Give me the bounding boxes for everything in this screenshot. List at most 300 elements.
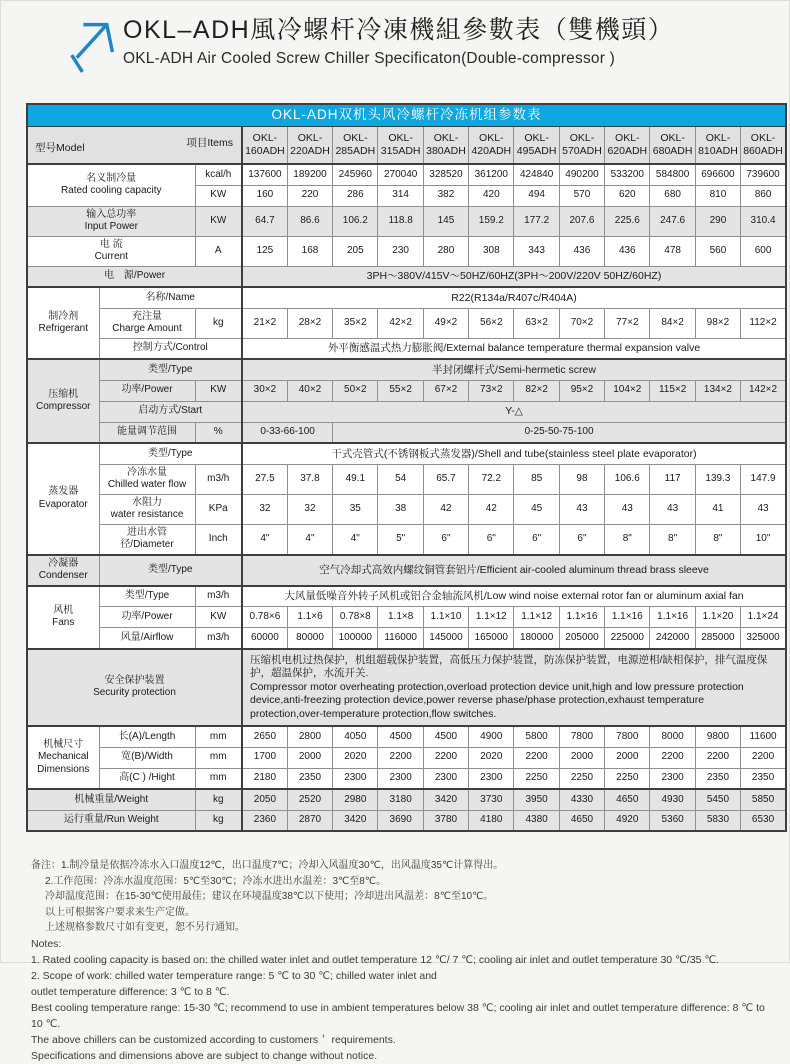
dims-height-cell-10: 2350 <box>695 768 740 789</box>
dims-width-cell-6: 2200 <box>514 747 559 768</box>
evaporator-resistance-cell-4: 42 <box>423 494 468 524</box>
model-col-285ADH: OKL- 285ADH <box>333 126 378 164</box>
compressor-power-cell-4: 67×2 <box>423 380 468 401</box>
dims-width-cell-9: 2200 <box>650 747 695 768</box>
capacity-kw-cell-10: 810 <box>695 185 740 206</box>
evaporator-diameter-cell-8: 8" <box>605 524 650 555</box>
refrigerant-charge-cell-10: 98×2 <box>695 308 740 338</box>
fans-type-group-label: 风机 Fans <box>27 586 99 649</box>
evaporator-resistance-cell-1: 32 <box>287 494 332 524</box>
evaporator-resistance-cell-2: 35 <box>333 494 378 524</box>
capacity-kcal-cell-2: 245960 <box>333 164 378 185</box>
refrigerant-charge-cell-5: 56×2 <box>469 308 514 338</box>
current-cell-7: 436 <box>559 236 604 266</box>
refrigerant-charge-unit: kg <box>195 308 242 338</box>
weight-cell-1: 2520 <box>287 789 332 810</box>
model-col-680ADH: OKL- 680ADH <box>650 126 695 164</box>
refrigerant-charge-cell-8: 77×2 <box>605 308 650 338</box>
row-evaporator-type <box>27 443 786 464</box>
corner-model-label: 型号Model <box>35 142 85 154</box>
fans-airflow-cell-10: 285000 <box>695 628 740 649</box>
dims-length-cell-6: 5800 <box>514 726 559 747</box>
current-unit: A <box>195 236 242 266</box>
evaporator-diameter-cell-3: 5" <box>378 524 423 555</box>
evaporator-diameter-cell-7: 6" <box>559 524 604 555</box>
fans-power-cell-11: 1.1×24 <box>741 607 786 628</box>
row-fans-airflow <box>27 628 786 649</box>
note-en-3: outlet temperature difference: 3 ℃ to 8 ℃. <box>31 985 230 998</box>
capacity-kcal-cell-0: 137600 <box>242 164 287 185</box>
dims-width-cell-5: 2020 <box>469 747 514 768</box>
fans-power-label: 功率/Power <box>99 607 195 628</box>
dims-width-cell-2: 2020 <box>333 747 378 768</box>
fans-airflow-unit: m3/h <box>195 628 242 649</box>
spec-table-wrap <box>26 103 787 832</box>
capacity-kw-unit: KW <box>195 185 242 206</box>
fans-airflow-label: 风量/Airflow <box>99 628 195 649</box>
model-col-220ADH: OKL- 220ADH <box>287 126 332 164</box>
dims-length-cell-9: 8000 <box>650 726 695 747</box>
input-power-cell-3: 118.8 <box>378 206 423 236</box>
row-evaporator-diameter <box>27 524 786 555</box>
compressor-start-label: 启动方式/Start <box>99 401 242 422</box>
compressor-power-cell-5: 73×2 <box>469 380 514 401</box>
capacity-kcal-cell-10: 696600 <box>695 164 740 185</box>
dims-height-cell-11: 2350 <box>741 768 786 789</box>
capacity-kcal-cell-9: 584800 <box>650 164 695 185</box>
capacity-kcal-cell-11: 739600 <box>741 164 786 185</box>
arrow-up-right-logo-icon <box>61 17 117 79</box>
capacity-kw-cell-6: 494 <box>514 185 559 206</box>
row-fans-power <box>27 607 786 628</box>
capacity-kcal-cell-5: 361200 <box>469 164 514 185</box>
dims-length-cell-11: 11600 <box>741 726 786 747</box>
evaporator-diameter-cell-10: 8" <box>695 524 740 555</box>
evaporator-diameter-cell-0: 4" <box>242 524 287 555</box>
note-zh-1: 2.工作范围：冷冻水温度范围：5℃至30℃；冷冻水进出水温差：3℃至8℃。 <box>45 875 387 887</box>
evaporator-flow-cell-1: 37.8 <box>287 464 332 494</box>
evaporator-resistance-cell-10: 41 <box>695 494 740 524</box>
current-label: 电 流 Current <box>27 236 195 266</box>
table-title-bar: OKL-ADH双机头风冷螺杆冷冻机组参数表 <box>27 104 786 126</box>
compressor-energy-cell-0: 0-33-66-100 <box>242 422 333 443</box>
evaporator-flow-cell-3: 54 <box>378 464 423 494</box>
input-power-cell-1: 86.6 <box>287 206 332 236</box>
weight-cell-6: 3950 <box>514 789 559 810</box>
evaporator-resistance-label: 水阻力 water resistance <box>99 494 195 524</box>
fans-airflow-cell-0: 60000 <box>242 628 287 649</box>
run-weight-label: 运行重量/Run Weight <box>27 810 195 831</box>
capacity-kw-cell-11: 860 <box>741 185 786 206</box>
refrigerant-name-group-label: 制冷剂 Refrigerant <box>27 287 99 359</box>
dims-length-group-label: 机械尺寸 Mechanical Dimensions <box>27 726 99 789</box>
note-zh-0: 备注：1.制冷量是依据冷冻水入口温度12℃，出口温度7℃；冷却入风温度30℃，出风温度35℃计算得出。 <box>31 860 504 871</box>
evaporator-flow-cell-0: 27.5 <box>242 464 287 494</box>
row-refrigerant-charge <box>27 308 786 338</box>
input-power-label: 输入总功率 Input Power <box>27 206 195 236</box>
row-capacity-kcal <box>27 164 786 185</box>
fans-airflow-cell-9: 242000 <box>650 628 695 649</box>
dims-height-cell-9: 2300 <box>650 768 695 789</box>
refrigerant-name-value: R22(R134a/R407c/R404A) <box>242 287 786 308</box>
row-compressor-power <box>27 380 786 401</box>
compressor-type-label: 类型/Type <box>99 359 242 380</box>
fans-power-cell-10: 1.1×20 <box>695 607 740 628</box>
note-zh-4: 上述规格参数尺寸如有变更，恕不另行通知。 <box>45 922 245 933</box>
input-power-cell-5: 159.2 <box>469 206 514 236</box>
model-col-810ADH: OKL- 810ADH <box>695 126 740 164</box>
dims-width-label: 宽(B)/Width <box>99 747 195 768</box>
note-zh-2: 冷却温度范围：在15-30℃使用最佳；建议在环境温度38℃以下使用；冷却进出风温差：8℃至10℃。 <box>45 891 494 902</box>
evaporator-type-label: 类型/Type <box>99 443 242 464</box>
input-power-unit: KW <box>195 206 242 236</box>
condenser-type-group-label: 冷凝器 Condenser <box>27 555 99 586</box>
corner-cell <box>27 126 242 164</box>
row-weight <box>27 789 786 810</box>
refrigerant-control-label: 控制方式/Control <box>99 338 242 359</box>
compressor-power-cell-3: 55×2 <box>378 380 423 401</box>
dims-length-cell-5: 4900 <box>469 726 514 747</box>
fans-power-unit: KW <box>195 607 242 628</box>
compressor-power-cell-1: 40×2 <box>287 380 332 401</box>
evaporator-flow-cell-5: 72.2 <box>469 464 514 494</box>
run-weight-cell-5: 4180 <box>469 810 514 831</box>
current-cell-3: 230 <box>378 236 423 266</box>
model-col-570ADH: OKL- 570ADH <box>559 126 604 164</box>
note-en-1: 1. Rated cooling capacity is based on: the chilled water inlet and outlet temperature 12 ℃/ 7 ℃; cooling air inlet and outlet temperature 30 ℃/35 ℃. <box>31 953 720 966</box>
refrigerant-charge-cell-7: 70×2 <box>559 308 604 338</box>
model-header-row <box>27 126 786 164</box>
corner-items-label: 项目Items <box>186 136 233 149</box>
evaporator-resistance-cell-6: 45 <box>514 494 559 524</box>
dims-width-cell-4: 2200 <box>423 747 468 768</box>
row-compressor-energy <box>27 422 786 443</box>
row-refrigerant-name <box>27 287 786 308</box>
dims-width-cell-1: 2000 <box>287 747 332 768</box>
refrigerant-name-label: 名称/Name <box>99 287 242 308</box>
model-col-380ADH: OKL- 380ADH <box>423 126 468 164</box>
current-cell-0: 125 <box>242 236 287 266</box>
refrigerant-charge-cell-11: 112×2 <box>741 308 786 338</box>
weight-cell-5: 3730 <box>469 789 514 810</box>
titles <box>123 13 674 71</box>
power-supply-value: 3PH～380V/415V～50HZ/60HZ(3PH～200V/220V 50HZ/60HZ) <box>242 266 786 287</box>
capacity-kcal-cell-4: 328520 <box>423 164 468 185</box>
capacity-kw-cell-3: 314 <box>378 185 423 206</box>
evaporator-resistance-cell-11: 43 <box>741 494 786 524</box>
row-compressor-start <box>27 401 786 422</box>
current-cell-8: 436 <box>605 236 650 266</box>
compressor-power-label: 功率/Power <box>99 380 195 401</box>
dims-width-cell-3: 2200 <box>378 747 423 768</box>
capacity-kcal-cell-3: 270040 <box>378 164 423 185</box>
evaporator-diameter-cell-11: 10" <box>741 524 786 555</box>
dims-length-label: 长(A)/Length <box>99 726 195 747</box>
row-input-power <box>27 206 786 236</box>
evaporator-diameter-cell-6: 6" <box>514 524 559 555</box>
run-weight-cell-6: 4380 <box>514 810 559 831</box>
dims-height-cell-8: 2250 <box>605 768 650 789</box>
run-weight-cell-11: 6530 <box>741 810 786 831</box>
evaporator-flow-cell-7: 98 <box>559 464 604 494</box>
fans-airflow-cell-1: 80000 <box>287 628 332 649</box>
evaporator-flow-cell-4: 65.7 <box>423 464 468 494</box>
refrigerant-charge-cell-6: 63×2 <box>514 308 559 338</box>
evaporator-resistance-cell-8: 43 <box>605 494 650 524</box>
refrigerant-charge-cell-9: 84×2 <box>650 308 695 338</box>
notes-zh <box>31 858 779 936</box>
current-cell-1: 168 <box>287 236 332 266</box>
dims-length-cell-10: 9800 <box>695 726 740 747</box>
row-dims-width <box>27 747 786 768</box>
row-evaporator-resistance <box>27 494 786 524</box>
evaporator-flow-cell-10: 139.3 <box>695 464 740 494</box>
page-title-zh: OKL–ADH風冷螺杆冷凍機組參數表（雙機頭） <box>123 16 675 44</box>
power-supply-label: 电 源/Power <box>27 266 242 287</box>
fans-airflow-cell-4: 145000 <box>423 628 468 649</box>
run-weight-cell-1: 2870 <box>287 810 332 831</box>
fans-power-cell-5: 1.1×12 <box>469 607 514 628</box>
compressor-power-unit: KW <box>195 380 242 401</box>
model-col-860ADH: OKL- 860ADH <box>741 126 786 164</box>
refrigerant-control-value: 外平衡感温式热力膨胀阀/External balance temperature thermal expansion valve <box>242 338 786 359</box>
evaporator-resistance-cell-3: 38 <box>378 494 423 524</box>
fans-power-cell-0: 0.78×6 <box>242 607 287 628</box>
evaporator-type-group-label: 蒸发器 Evaporator <box>27 443 99 555</box>
capacity-kw-cell-4: 382 <box>423 185 468 206</box>
current-cell-5: 308 <box>469 236 514 266</box>
weight-cell-8: 4650 <box>605 789 650 810</box>
run-weight-cell-7: 4650 <box>559 810 604 831</box>
refrigerant-charge-label: 充注量 Charge Amount <box>99 308 195 338</box>
input-power-cell-2: 106.2 <box>333 206 378 236</box>
row-current <box>27 236 786 266</box>
fans-power-cell-3: 1.1×8 <box>378 607 423 628</box>
evaporator-diameter-cell-9: 8" <box>650 524 695 555</box>
compressor-power-cell-8: 104×2 <box>605 380 650 401</box>
capacity-kw-cell-5: 420 <box>469 185 514 206</box>
evaporator-resistance-cell-5: 42 <box>469 494 514 524</box>
model-col-495ADH: OKL- 495ADH <box>514 126 559 164</box>
evaporator-resistance-cell-0: 32 <box>242 494 287 524</box>
spec-table <box>26 103 787 832</box>
dims-height-cell-3: 2300 <box>378 768 423 789</box>
capacity-kw-cell-1: 220 <box>287 185 332 206</box>
row-condenser-type <box>27 555 786 586</box>
fans-power-cell-4: 1.1×10 <box>423 607 468 628</box>
fans-power-cell-1: 1.1×6 <box>287 607 332 628</box>
condenser-type-label: 类型/Type <box>99 555 242 586</box>
dims-length-unit: mm <box>195 726 242 747</box>
current-cell-10: 560 <box>695 236 740 266</box>
dims-height-cell-6: 2250 <box>514 768 559 789</box>
row-compressor-type <box>27 359 786 380</box>
fans-type-unit: m3/h <box>195 586 242 607</box>
compressor-power-cell-0: 30×2 <box>242 380 287 401</box>
run-weight-cell-8: 4920 <box>605 810 650 831</box>
refrigerant-charge-cell-0: 21×2 <box>242 308 287 338</box>
compressor-start-value: Y-△ <box>242 401 786 422</box>
dims-height-cell-2: 2300 <box>333 768 378 789</box>
notes-en-heading: Notes: <box>31 937 62 950</box>
row-power-supply <box>27 266 786 287</box>
input-power-cell-8: 225.6 <box>605 206 650 236</box>
evaporator-diameter-cell-5: 6" <box>469 524 514 555</box>
notes-en <box>31 936 779 1064</box>
dims-length-cell-0: 2650 <box>242 726 287 747</box>
model-col-620ADH: OKL- 620ADH <box>605 126 650 164</box>
compressor-power-cell-11: 142×2 <box>741 380 786 401</box>
weight-cell-10: 5450 <box>695 789 740 810</box>
evaporator-resistance-unit: KPa <box>195 494 242 524</box>
current-cell-9: 478 <box>650 236 695 266</box>
fans-power-cell-8: 1.1×16 <box>605 607 650 628</box>
fans-airflow-cell-8: 225000 <box>605 628 650 649</box>
evaporator-flow-cell-9: 117 <box>650 464 695 494</box>
capacity-kcal-label: 名义制冷量 Rated cooling capacity <box>27 164 195 206</box>
fans-power-cell-2: 0.78×8 <box>333 607 378 628</box>
evaporator-resistance-cell-9: 43 <box>650 494 695 524</box>
dims-height-cell-1: 2350 <box>287 768 332 789</box>
evaporator-flow-cell-2: 49.1 <box>333 464 378 494</box>
row-dims-length <box>27 726 786 747</box>
compressor-energy-label: 能量调节范围 <box>99 422 195 443</box>
refrigerant-charge-cell-1: 28×2 <box>287 308 332 338</box>
input-power-cell-10: 290 <box>695 206 740 236</box>
capacity-kw-cell-7: 570 <box>559 185 604 206</box>
dims-width-cell-7: 2000 <box>559 747 604 768</box>
run-weight-cell-3: 3690 <box>378 810 423 831</box>
capacity-kw-cell-8: 620 <box>605 185 650 206</box>
input-power-cell-0: 64.7 <box>242 206 287 236</box>
evaporator-diameter-label: 进出水管径/Diameter <box>99 524 195 555</box>
model-col-420ADH: OKL- 420ADH <box>469 126 514 164</box>
capacity-kw-cell-9: 680 <box>650 185 695 206</box>
table-title-row <box>27 104 786 126</box>
evaporator-flow-cell-8: 106.6 <box>605 464 650 494</box>
run-weight-cell-2: 3420 <box>333 810 378 831</box>
refrigerant-charge-cell-2: 35×2 <box>333 308 378 338</box>
fans-power-cell-9: 1.1×16 <box>650 607 695 628</box>
weight-cell-11: 5850 <box>741 789 786 810</box>
weight-cell-0: 2050 <box>242 789 287 810</box>
compressor-energy-unit: % <box>195 422 242 443</box>
weight-unit: kg <box>195 789 242 810</box>
current-cell-6: 343 <box>514 236 559 266</box>
capacity-kw-cell-0: 160 <box>242 185 287 206</box>
row-security <box>27 649 786 727</box>
note-en-4: Best cooling temperature range: 15-30 ℃; recommend to use in ambient temperatures below 38 ℃; cooling air inlet and outlet temperature difference: 8 ℃ to 10 ℃. <box>31 1001 765 1030</box>
evaporator-diameter-cell-2: 4" <box>333 524 378 555</box>
dims-length-cell-2: 4050 <box>333 726 378 747</box>
input-power-cell-11: 310.4 <box>741 206 786 236</box>
weight-cell-2: 2980 <box>333 789 378 810</box>
row-refrigerant-control <box>27 338 786 359</box>
input-power-cell-7: 207.6 <box>559 206 604 236</box>
refrigerant-charge-cell-3: 42×2 <box>378 308 423 338</box>
note-en-5: The above chillers can be customized according to customers＇ requirements. <box>31 1033 396 1046</box>
dims-height-unit: mm <box>195 768 242 789</box>
note-en-2: 2. Scope of work: chilled water temperature range: 5 ℃ to 30 ℃; chilled water inlet and <box>31 969 437 982</box>
capacity-kcal-cell-7: 490200 <box>559 164 604 185</box>
evaporator-resistance-cell-7: 43 <box>559 494 604 524</box>
capacity-kcal-cell-1: 189200 <box>287 164 332 185</box>
compressor-power-cell-6: 82×2 <box>514 380 559 401</box>
run-weight-unit: kg <box>195 810 242 831</box>
dims-width-cell-0: 1700 <box>242 747 287 768</box>
fans-airflow-cell-2: 100000 <box>333 628 378 649</box>
row-fans-type <box>27 586 786 607</box>
fans-power-cell-6: 1.1×12 <box>514 607 559 628</box>
evaporator-diameter-cell-1: 4" <box>287 524 332 555</box>
note-en-6: Specifications and dimensions above are subject to change without notice. <box>31 1049 378 1062</box>
dims-width-cell-11: 2200 <box>741 747 786 768</box>
evaporator-diameter-cell-4: 6" <box>423 524 468 555</box>
dims-height-cell-7: 2250 <box>559 768 604 789</box>
capacity-kw-cell-2: 286 <box>333 185 378 206</box>
security-label: 安全保护装置 Security protection <box>27 649 242 727</box>
evaporator-flow-cell-6: 85 <box>514 464 559 494</box>
fans-airflow-cell-11: 325000 <box>741 628 786 649</box>
input-power-cell-4: 145 <box>423 206 468 236</box>
dims-length-cell-1: 2800 <box>287 726 332 747</box>
fans-airflow-cell-5: 165000 <box>469 628 514 649</box>
compressor-type-group-label: 压缩机 Compressor <box>27 359 99 443</box>
fans-airflow-cell-6: 180000 <box>514 628 559 649</box>
run-weight-cell-10: 5830 <box>695 810 740 831</box>
compressor-power-cell-2: 50×2 <box>333 380 378 401</box>
fans-airflow-cell-3: 116000 <box>378 628 423 649</box>
weight-cell-7: 4330 <box>559 789 604 810</box>
title-block <box>61 13 789 79</box>
run-weight-cell-0: 2360 <box>242 810 287 831</box>
model-col-160ADH: OKL- 160ADH <box>242 126 287 164</box>
evaporator-diameter-unit: Inch <box>195 524 242 555</box>
fans-power-cell-7: 1.1×16 <box>559 607 604 628</box>
dims-length-cell-7: 7800 <box>559 726 604 747</box>
dims-width-cell-8: 2000 <box>605 747 650 768</box>
fans-type-label: 类型/Type <box>99 586 195 607</box>
condenser-type-value: 空气冷却式高效内螺纹铜管套铝片/Efficient air-cooled aluminum thread brass sleeve <box>242 555 786 586</box>
dims-width-unit: mm <box>195 747 242 768</box>
row-dims-height <box>27 768 786 789</box>
refrigerant-charge-cell-4: 49×2 <box>423 308 468 338</box>
weight-label: 机械重量/Weight <box>27 789 195 810</box>
weight-cell-3: 3180 <box>378 789 423 810</box>
dims-height-label: 高(C ) /Hight <box>99 768 195 789</box>
compressor-power-cell-10: 134×2 <box>695 380 740 401</box>
dims-height-cell-4: 2300 <box>423 768 468 789</box>
dims-width-cell-10: 2200 <box>695 747 740 768</box>
compressor-energy-cell-1: 0-25-50-75-100 <box>333 422 786 443</box>
dims-length-cell-4: 4500 <box>423 726 468 747</box>
current-cell-4: 280 <box>423 236 468 266</box>
model-col-315ADH: OKL- 315ADH <box>378 126 423 164</box>
evaporator-flow-cell-11: 147.9 <box>741 464 786 494</box>
evaporator-flow-label: 冷冻水量 Chilled water flow <box>99 464 195 494</box>
capacity-kcal-cell-6: 424840 <box>514 164 559 185</box>
dims-length-cell-3: 4500 <box>378 726 423 747</box>
current-cell-11: 600 <box>741 236 786 266</box>
row-evaporator-flow <box>27 464 786 494</box>
run-weight-cell-9: 5360 <box>650 810 695 831</box>
evaporator-flow-unit: m3/h <box>195 464 242 494</box>
capacity-kcal-unit: kcal/h <box>195 164 242 185</box>
notes-section <box>31 858 779 1064</box>
dims-length-cell-8: 7800 <box>605 726 650 747</box>
capacity-kcal-cell-8: 533200 <box>605 164 650 185</box>
compressor-power-cell-7: 95×2 <box>559 380 604 401</box>
